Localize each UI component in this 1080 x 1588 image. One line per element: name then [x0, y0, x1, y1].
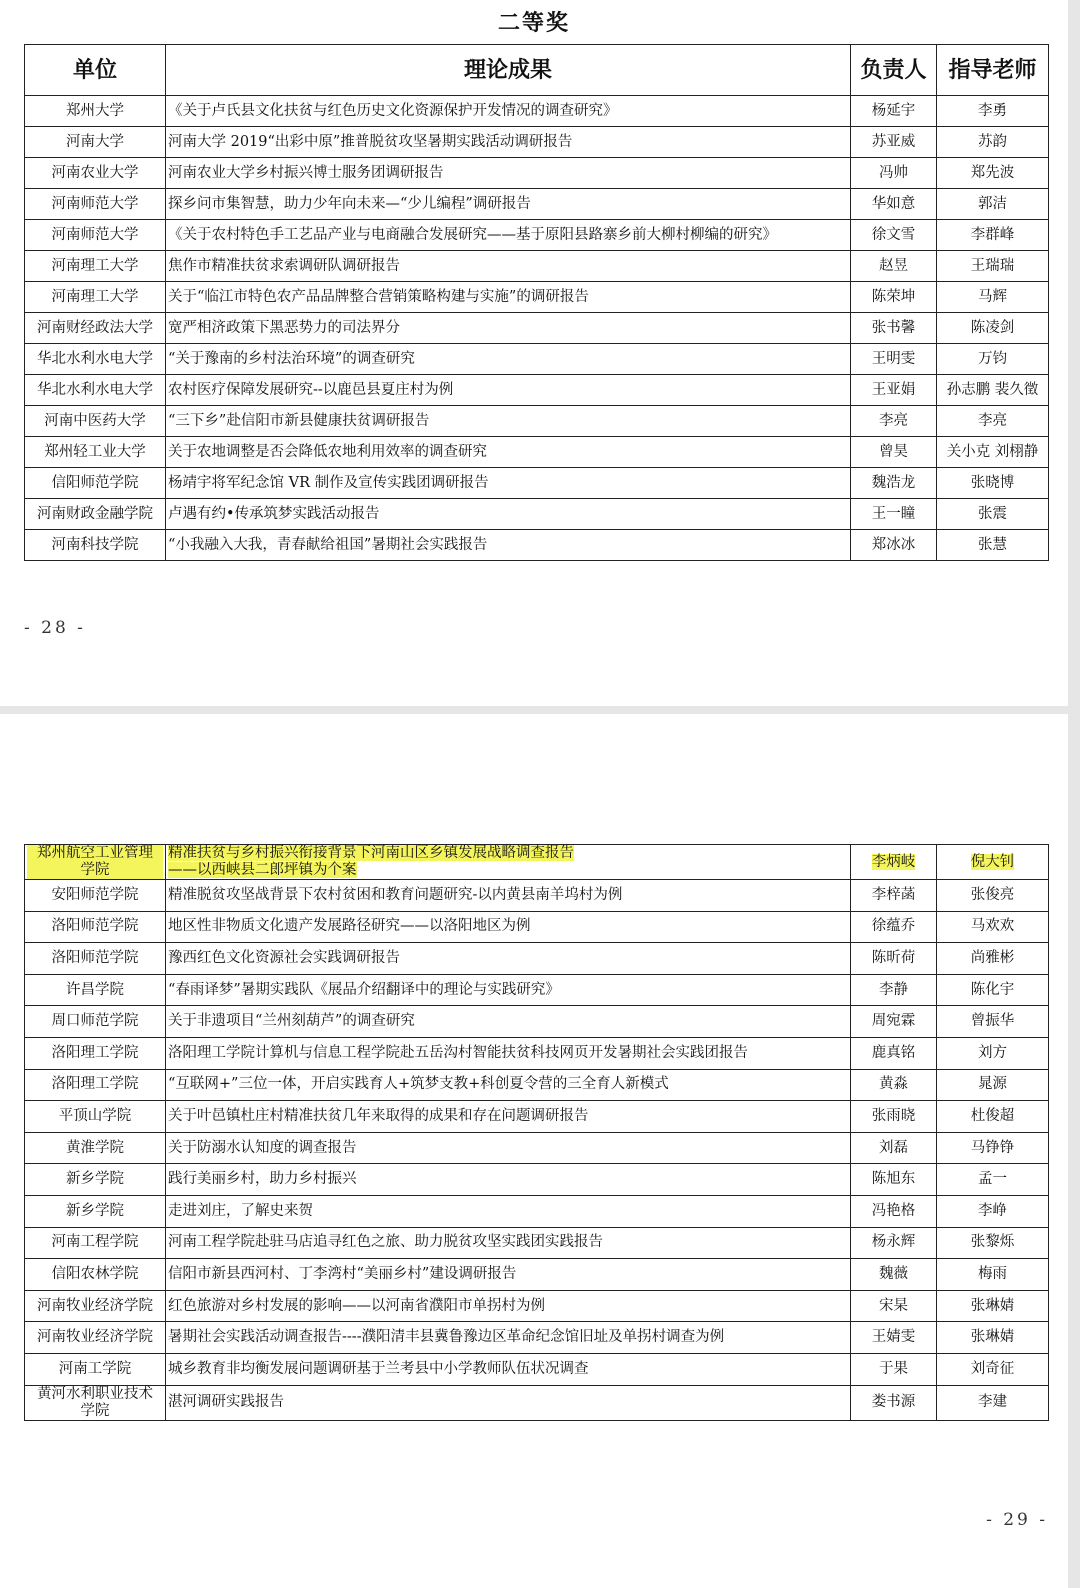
cell-lead: 宋杲 [851, 1290, 937, 1322]
table-row [25, 189, 1049, 220]
cell-work: 河南工程学院赴驻马店追寻红色之旅、助力脱贫攻坚实践团实践报告 [166, 1227, 851, 1259]
cell-work: “小我融入大我，青春献给祖国”暑期社会实践报告 [166, 530, 851, 561]
table-row [25, 530, 1049, 561]
cell-unit: 河南牧业经济学院 [25, 1290, 166, 1322]
cell-advisor: 张俊亮 [937, 880, 1049, 912]
cell-lead: 王亚娟 [851, 375, 937, 406]
cell-lead: 于果 [851, 1353, 937, 1385]
cell-work: “关于豫南的乡村法治环境”的调查研究 [166, 344, 851, 375]
cell-lead: 郑冰冰 [851, 530, 937, 561]
table-row [25, 1101, 1049, 1133]
table-row [25, 1069, 1049, 1101]
cell-work: 《关于卢氏县文化扶贫与红色历史文化资源保护开发情况的调查研究》 [166, 96, 851, 127]
cell-unit: 河南科技学院 [25, 530, 166, 561]
cell-work: 走进刘庄，了解史来贺 [166, 1195, 851, 1227]
cell-advisor: 张晓博 [937, 468, 1049, 499]
table-header-row [25, 45, 1049, 96]
cell-advisor: 张琳婧 [937, 1322, 1049, 1354]
table-row [25, 96, 1049, 127]
cell-lead: 陈荣坤 [851, 282, 937, 313]
cell-unit: 新乡学院 [25, 1164, 166, 1196]
table-row [25, 1353, 1049, 1385]
table-row [25, 880, 1049, 912]
cell-unit: 洛阳师范学院 [25, 911, 166, 943]
cell-advisor: 万钧 [937, 344, 1049, 375]
cell-advisor: 曾振华 [937, 1006, 1049, 1038]
cell-unit: 河南师范大学 [25, 220, 166, 251]
cell-lead: 张雨晓 [851, 1101, 937, 1133]
work-line-2: ——以西峡县二郎坪镇为个案 [168, 862, 357, 878]
cell-unit: 洛阳理工学院 [25, 1069, 166, 1101]
cell-advisor: 苏韵 [937, 127, 1049, 158]
cell-work: 河南农业大学乡村振兴博士服务团调研报告 [166, 158, 851, 189]
cell-work: 红色旅游对乡村发展的影响——以河南省濮阳市单拐村为例 [166, 1290, 851, 1322]
table-row [25, 158, 1049, 189]
cell-advisor: 马欢欢 [937, 911, 1049, 943]
work-line-1: 精准扶贫与乡村振兴衔接背景下河南山区乡镇发展战略调查报告 [168, 845, 574, 861]
cell-work: 豫西红色文化资源社会实践调研报告 [166, 943, 851, 975]
table-row [25, 1385, 1049, 1420]
table-row [25, 1132, 1049, 1164]
cell-work: 关于“临江市特色农产品品牌整合营销策略构建与实施”的调研报告 [166, 282, 851, 313]
page-number: - 29 - [986, 1510, 1048, 1530]
cell-unit: 洛阳理工学院 [25, 1037, 166, 1069]
cell-advisor: 张黎烁 [937, 1227, 1049, 1259]
cell-advisor: 刘奇征 [937, 1353, 1049, 1385]
cell-unit: 周口师范学院 [25, 1006, 166, 1038]
cell-advisor: 李亮 [937, 406, 1049, 437]
cell-advisor: 张琳婧 [937, 1290, 1049, 1322]
cell-lead: 冯艳格 [851, 1195, 937, 1227]
cell-work: “三下乡”赴信阳市新县健康扶贫调研报告 [166, 406, 851, 437]
cell-unit: 洛阳师范学院 [25, 943, 166, 975]
cell-advisor: 尚雅彬 [937, 943, 1049, 975]
table-row [25, 437, 1049, 468]
table-row [25, 1259, 1049, 1291]
header-advisor: 指导老师 [937, 45, 1049, 96]
cell-lead: 杨延宇 [851, 96, 937, 127]
table-row [25, 251, 1049, 282]
cell-lead: 陈昕荷 [851, 943, 937, 975]
cell-work: 探乡问市集智慧，助力少年向未来—“少儿编程”调研报告 [166, 189, 851, 220]
cell-unit: 河南理工大学 [25, 251, 166, 282]
cell-unit: 平顶山学院 [25, 1101, 166, 1133]
cell-work: “春雨译梦”暑期实践队《展品介绍翻译中的理论与实践研究》 [166, 974, 851, 1006]
cell-unit: 郑州大学 [25, 96, 166, 127]
table-row [25, 1227, 1049, 1259]
cell-work: 湛河调研实践报告 [166, 1385, 851, 1420]
header-lead: 负责人 [851, 45, 937, 96]
award-table-page-28 [24, 44, 1049, 561]
cell-lead: 陈旭东 [851, 1164, 937, 1196]
table-row [25, 499, 1049, 530]
table-row [25, 1037, 1049, 1069]
header-work: 理论成果 [166, 45, 851, 96]
cell-advisor: 郭洁 [937, 189, 1049, 220]
cell-lead: 曾昊 [851, 437, 937, 468]
cell-lead: 华如意 [851, 189, 937, 220]
cell-lead: 王一瞳 [851, 499, 937, 530]
cell-work: 信阳市新县西河村、丁李湾村“美丽乡村”建设调研报告 [166, 1259, 851, 1291]
cell-lead: 徐文雪 [851, 220, 937, 251]
cell-work: 河南大学 2019“出彩中原”推普脱贫攻坚暑期实践活动调研报告 [166, 127, 851, 158]
table-row [25, 220, 1049, 251]
cell-lead: 苏亚威 [851, 127, 937, 158]
table-row [25, 1006, 1049, 1038]
cell-work: 焦作市精准扶贫求索调研队调研报告 [166, 251, 851, 282]
table-row [25, 943, 1049, 975]
cell-lead: 赵昱 [851, 251, 937, 282]
cell-lead: 张书馨 [851, 313, 937, 344]
cell-advisor: 孙志鹏 裴久徵 [937, 375, 1049, 406]
cell-advisor: 王瑞瑞 [937, 251, 1049, 282]
unit-line-2: 学院 [27, 862, 163, 879]
header-unit: 单位 [25, 45, 166, 96]
cell-lead: 周宛霖 [851, 1006, 937, 1038]
cell-lead: 黄淼 [851, 1069, 937, 1101]
cell-unit: 新乡学院 [25, 1195, 166, 1227]
cell-unit: 河南工学院 [25, 1353, 166, 1385]
cell-unit: 河南师范大学 [25, 189, 166, 220]
cell-work: 践行美丽乡村，助力乡村振兴 [166, 1164, 851, 1196]
table-row [25, 344, 1049, 375]
table-row [25, 911, 1049, 943]
cell-advisor: 李建 [937, 1385, 1049, 1420]
cell-unit: 华北水利水电大学 [25, 375, 166, 406]
cell-advisor: 梅雨 [937, 1259, 1049, 1291]
table-row [25, 1322, 1049, 1354]
cell-unit: 信阳农林学院 [25, 1259, 166, 1291]
cell-advisor: 陈化宇 [937, 974, 1049, 1006]
table-row [25, 282, 1049, 313]
unit-line-2: 学院 [80, 1402, 110, 1419]
table-row [25, 1290, 1049, 1322]
table-row [25, 127, 1049, 158]
cell-unit: 河南中医药大学 [25, 406, 166, 437]
award-table-page-29 [24, 844, 1049, 1421]
cell-work: “互联网+”三位一体，开启实践育人+筑梦支教+科创夏令营的三全育人新模式 [166, 1069, 851, 1101]
cell-lead: 徐蕴乔 [851, 911, 937, 943]
cell-work: 卢遇有约•传承筑梦实践活动报告 [166, 499, 851, 530]
cell-unit: 信阳师范学院 [25, 468, 166, 499]
cell-unit: 郑州轻工业大学 [25, 437, 166, 468]
cell-advisor: 李群峰 [937, 220, 1049, 251]
cell-unit: 河南财经政法大学 [25, 313, 166, 344]
cell-unit: 河南理工大学 [25, 282, 166, 313]
cell-lead: 王明雯 [851, 344, 937, 375]
cell-advisor: 李勇 [937, 96, 1049, 127]
table-row [25, 468, 1049, 499]
cell-work: 宽严相济政策下黑恶势力的司法界分 [166, 313, 851, 344]
cell-unit: 河南农业大学 [25, 158, 166, 189]
cell-lead: 魏浩龙 [851, 468, 937, 499]
cell-unit [25, 1385, 166, 1420]
table-row [25, 406, 1049, 437]
cell-advisor: 陈凌剑 [937, 313, 1049, 344]
cell-advisor: 张震 [937, 499, 1049, 530]
cell-unit: 黄淮学院 [25, 1132, 166, 1164]
cell-advisor: 张慧 [937, 530, 1049, 561]
cell-work: 农村医疗保障发展研究--以鹿邑县夏庄村为例 [166, 375, 851, 406]
table-body-page-29 [25, 845, 1049, 1421]
table-body-page-28 [25, 96, 1049, 561]
cell-work: 城乡教育非均衡发展问题调研基于兰考县中小学教师队伍状况调查 [166, 1353, 851, 1385]
cell-work: 关于非遗项目“兰州刻葫芦”的调查研究 [166, 1006, 851, 1038]
cell-unit: 河南大学 [25, 127, 166, 158]
cell-lead: 李静 [851, 974, 937, 1006]
cell-work: 关于农地调整是否会降低农地利用效率的调查研究 [166, 437, 851, 468]
document-page-28 [0, 0, 1068, 706]
table-row [25, 974, 1049, 1006]
cell-unit: 河南财政金融学院 [25, 499, 166, 530]
table-row [25, 1164, 1049, 1196]
cell-unit [25, 845, 166, 880]
cell-work: 杨靖宇将军纪念馆 VR 制作及宣传实践团调研报告 [166, 468, 851, 499]
cell-work [166, 845, 851, 880]
cell-advisor: 马辉 [937, 282, 1049, 313]
cell-lead: 王婧雯 [851, 1322, 937, 1354]
cell-advisor: 晁源 [937, 1069, 1049, 1101]
cell-work: 精准脱贫攻坚战背景下农村贫困和教育问题研究-以内黄县南羊坞村为例 [166, 880, 851, 912]
cell-advisor: 关小克 刘栩静 [937, 437, 1049, 468]
unit-line-1: 郑州航空工业管理 [27, 845, 163, 862]
cell-advisor: 郑先波 [937, 158, 1049, 189]
award-title: 二等奖 [497, 11, 570, 36]
cell-advisor: 刘方 [937, 1037, 1049, 1069]
table-row [25, 375, 1049, 406]
cell-unit: 华北水利水电大学 [25, 344, 166, 375]
cell-work: 《关于农村特色手工艺品产业与电商融合发展研究——基于原阳县路寨乡前大柳村柳编的研究》 [166, 220, 851, 251]
document-page-29 [0, 714, 1068, 1588]
cell-lead [851, 845, 937, 880]
cell-work: 洛阳理工学院计算机与信息工程学院赴五岳沟村智能扶贫科技网页开发暑期社会实践团报告 [166, 1037, 851, 1069]
unit-line-1: 黄河水利职业技术 [37, 1385, 153, 1402]
cell-lead: 冯帅 [851, 158, 937, 189]
cell-lead: 李亮 [851, 406, 937, 437]
cell-advisor: 孟一 [937, 1164, 1049, 1196]
table-row-highlighted [25, 845, 1049, 880]
cell-unit: 安阳师范学院 [25, 880, 166, 912]
cell-lead: 娄书源 [851, 1385, 937, 1420]
cell-advisor: 李峥 [937, 1195, 1049, 1227]
cell-advisor: 马铮铮 [937, 1132, 1049, 1164]
table-row [25, 313, 1049, 344]
cell-lead: 鹿真铭 [851, 1037, 937, 1069]
cell-advisor [937, 845, 1049, 880]
cell-unit: 许昌学院 [25, 974, 166, 1006]
cell-lead: 李梓菡 [851, 880, 937, 912]
cell-lead: 刘磊 [851, 1132, 937, 1164]
advisor-name: 倪大钊 [970, 853, 1015, 870]
cell-advisor: 杜俊超 [937, 1101, 1049, 1133]
table-row [25, 1195, 1049, 1227]
page-number: - 28 - [24, 618, 86, 638]
cell-unit: 河南工程学院 [25, 1227, 166, 1259]
cell-work: 暑期社会实践活动调查报告----濮阳清丰县冀鲁豫边区革命纪念馆旧址及单拐村调查为例 [166, 1322, 851, 1354]
lead-name: 李炳岐 [871, 853, 916, 870]
cell-work: 地区性非物质文化遗产发展路径研究——以洛阳地区为例 [166, 911, 851, 943]
cell-lead: 魏薇 [851, 1259, 937, 1291]
cell-work: 关于防溺水认知度的调查报告 [166, 1132, 851, 1164]
cell-lead: 杨永辉 [851, 1227, 937, 1259]
cell-work: 关于叶邑镇杜庄村精准扶贫几年来取得的成果和存在问题调研报告 [166, 1101, 851, 1133]
cell-unit: 河南牧业经济学院 [25, 1322, 166, 1354]
